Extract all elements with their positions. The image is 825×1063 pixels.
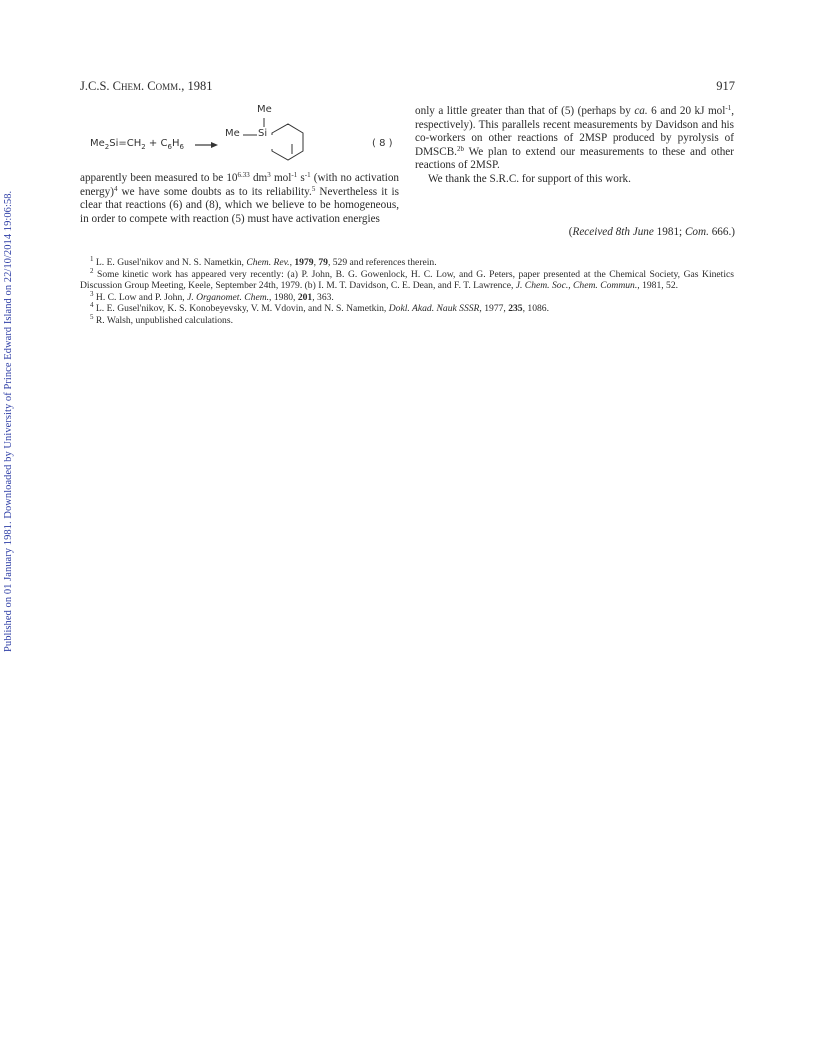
footnote-text: 235: [508, 303, 523, 315]
footnote-2: [80, 266, 734, 292]
footnote-text: , 1977,: [479, 303, 509, 315]
footnote-text: 201: [297, 291, 313, 303]
footnote-3: [80, 289, 734, 304]
silicon-atom: Si: [258, 128, 268, 139]
reaction-scheme: [80, 100, 400, 170]
footnote-text: 79: [318, 257, 328, 268]
right-paragraph: only a little greater than that of (5) (perhaps by ca. 6 and 20 kJ mol$^{-1}$, respectively). This parallels recent measurements by Davidson and his co-workers on other reactions of 2MSP produced by pyrolysis of DMSCB.$^{2b}$ We plan to extend our measurements to these and other reactions of 2MSP.: [415, 104, 734, 172]
footnote-text: Chem. Rev.: [246, 257, 290, 268]
footnote-marker: 3: [90, 289, 94, 298]
footnote-marker: 2: [90, 266, 94, 275]
reaction-arrow-and-ring: [80, 100, 400, 170]
footnote-1: [80, 257, 734, 269]
footnote-text: 1979: [294, 257, 314, 268]
reactant-formula: $Me_2Si=CH_2 + C_6H_6$: [90, 138, 184, 151]
footnote-text: Some kinetic work has appeared very recently: (a) P. John, B. G. Gowenlock, H. C. Low, and G. Peters, paper presented at the Chemical Society, Gas Kinetics Discussion Group Meeting, Keele, September 24th, 1979. (b) I. M. T. Davidson, C. E. Dean, and F. T. Lawrence,: [80, 268, 734, 292]
left-paragraph: apparently been measured to be $10^{6.33}$ $dm^3$ mol$^{-1}$ $s^{-1}$ (with no activation energy)$^4$ we have some doubts as to its reliability.$^5$ Nevertheless it is clear that reactions (6) and (8), which we believe to be homogeneous, in order to compete with reaction (5) must have activation energies: [80, 171, 400, 225]
footnote-text: , 363.: [312, 291, 334, 303]
footnote-text: ,: [289, 257, 295, 268]
received-date: (Received 8th June 1981; Com. 666.): [568, 226, 735, 238]
methyl-top: Me: [257, 104, 272, 115]
footnote-marker: 5: [90, 312, 94, 321]
footnote-text: J. Organomet. Chem.: [187, 291, 270, 303]
footnote-text: J. Chem. Soc., Chem. Commun.: [515, 280, 638, 292]
page-number: 917: [716, 79, 735, 93]
footnote-text: L. E. Gusel'nikov and N. S. Nametkin,: [95, 257, 247, 268]
journal-header: J.C.S. Chem. Comm., 1981: [80, 79, 213, 93]
footnote-text: Dokl. Akad. Nauk SSSR: [388, 303, 480, 315]
acknowledgement: We thank the S.R.C. for support of this work.: [428, 172, 631, 185]
methyl-left: Me: [225, 128, 240, 139]
footnote-marker: 4: [90, 301, 94, 310]
footnote-text: H. C. Low and P. John,: [95, 291, 188, 303]
footnote-text: L. E. Gusel'nikov, K. S. Konobeyevsky, V. M. Vdovin, and N. S. Nametkin,: [95, 303, 389, 315]
download-watermark: Published on 01 January 1981. Downloaded by University of Prince Edward Island on 22/10/2014 19:06:58.: [3, 190, 14, 652]
footnotes: [80, 257, 734, 327]
footnote-text: ,: [313, 257, 319, 268]
footnote-5: [80, 312, 734, 327]
equation-number: ( 8 ): [372, 138, 393, 149]
footnote-text: R. Walsh, unpublished calculations.: [95, 314, 233, 326]
left-column: [80, 172, 399, 226]
footnote-marker: 1: [90, 255, 94, 263]
footnote-text: , 1086.: [522, 303, 549, 315]
footnote-text: , 1981, 52.: [637, 280, 679, 292]
right-column: [415, 105, 734, 187]
footnote-text: , 529 and references therein.: [327, 257, 437, 268]
footnote-text: , 1980,: [269, 291, 298, 303]
footnote-4: [80, 303, 734, 315]
